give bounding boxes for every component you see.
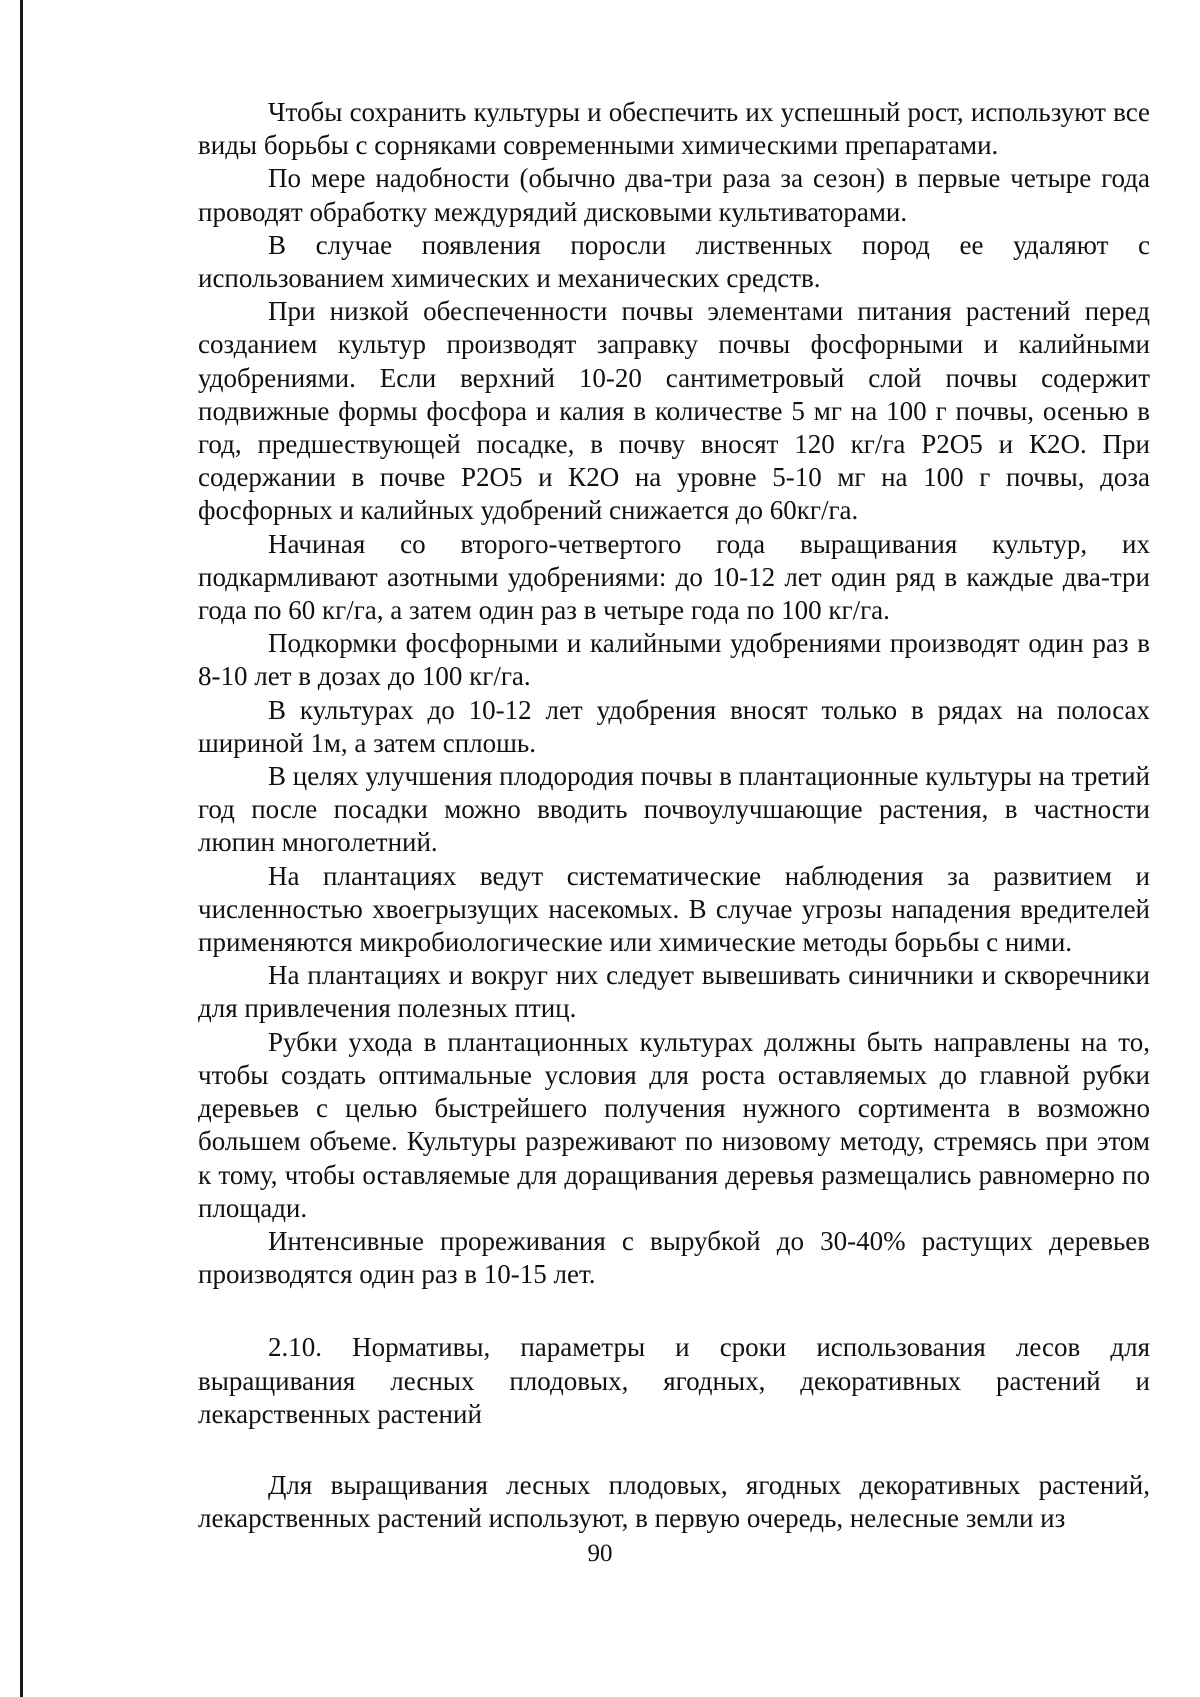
document-body — [198, 96, 1150, 1535]
paragraph-9: На плантациях ведут систематические наблюдения за развитием и численностью хвоегрызущих насекомых. В случае угрозы нападения вредителей применяются микробиологические или химические методы борьбы с ними. — [198, 860, 1150, 958]
paragraph-1: Чтобы сохранить культуры и обеспечить их успешный рост, используют все виды борьбы с сорняками современными химическими препаратами. — [198, 97, 1150, 161]
paragraph-5: Начиная со второго-четвертого года выращивания культур, их подкармливают азотными удобрениями: до 10-12 лет один ряд в каждые два-три года по 60 кг/га, а затем один раз в четыре года по 100 кг/га. — [198, 528, 1150, 626]
paragraph-6: Подкормки фосфорными и калийными удобрениями производят один раз в 8-10 лет в дозах до 100 кг/га. — [198, 628, 1150, 692]
section-heading: 2.10. Нормативы, параметры и сроки использования лесов для выращивания лесных плодовых, ягодных, декоративных растений и лекарственных растений — [198, 1332, 1150, 1429]
page-number: 90 — [587, 1540, 613, 1567]
final-paragraph: Для выращивания лесных плодовых, ягодных декоративных растений, лекарственных растений используют, в первую очередь, нелесные земли из — [198, 1469, 1150, 1534]
paragraph-2: По мере надобности (обычно два-три раза за сезон) в первые четыре года проводят обработку междурядий дисковыми культиваторами. — [198, 163, 1150, 227]
paragraph-4: При низкой обеспеченности почвы элементами питания растений перед созданием культур производят заправку почвы фосфорными и калийными удобрениями. Если верхний 10-20 сантиметровый слой почвы содержит подвижные формы фосфора и калия в количестве 5 мг на 100 г почвы, осенью в год, предшествующей посадке, в почву вносят 120 кг/га Р2О5 и К2О. При содержании в почве Р2О5 и К2О на уровне 5-10 мг на 100 г почвы, доза фосфорных и калийных удобрений снижается до 60кг/га. — [198, 296, 1150, 526]
paragraph-12: Интенсивные прореживания с вырубкой до 30-40% растущих деревьев производятся один раз в 10-15 лет. — [198, 1225, 1150, 1290]
paragraph-10: На плантациях и вокруг них следует вывешивать синичники и скворечники для привлечения полезных птиц. — [198, 960, 1150, 1024]
paragraph-3: В случае появления поросли лиственных пород ее удаляют с использованием химических и механических средств. — [198, 229, 1150, 294]
paragraph-7: В культурах до 10-12 лет удобрения вносят только в рядах на полосах шириной 1м, а затем сплошь. — [198, 694, 1150, 758]
scan-left-edge — [20, 0, 23, 1697]
paragraph-11: Рубки ухода в плантационных культурах должны быть направлены на то, чтобы создать оптимальные условия для роста оставляемых до главной рубки деревьев с целью быстрейшего получения нужного сортимента в возможно большем объеме. Культуры разреживают по низовому методу, стремясь при этом к тому, чтобы оставляемые для доращивания деревья размещались равномерно по площади. — [198, 1026, 1150, 1223]
paragraph-8: В целях улучшения плодородия почвы в плантационные культуры на третий год после посадки можно вводить почвоулучшающие растения, в частности люпин многолетний. — [198, 761, 1150, 858]
